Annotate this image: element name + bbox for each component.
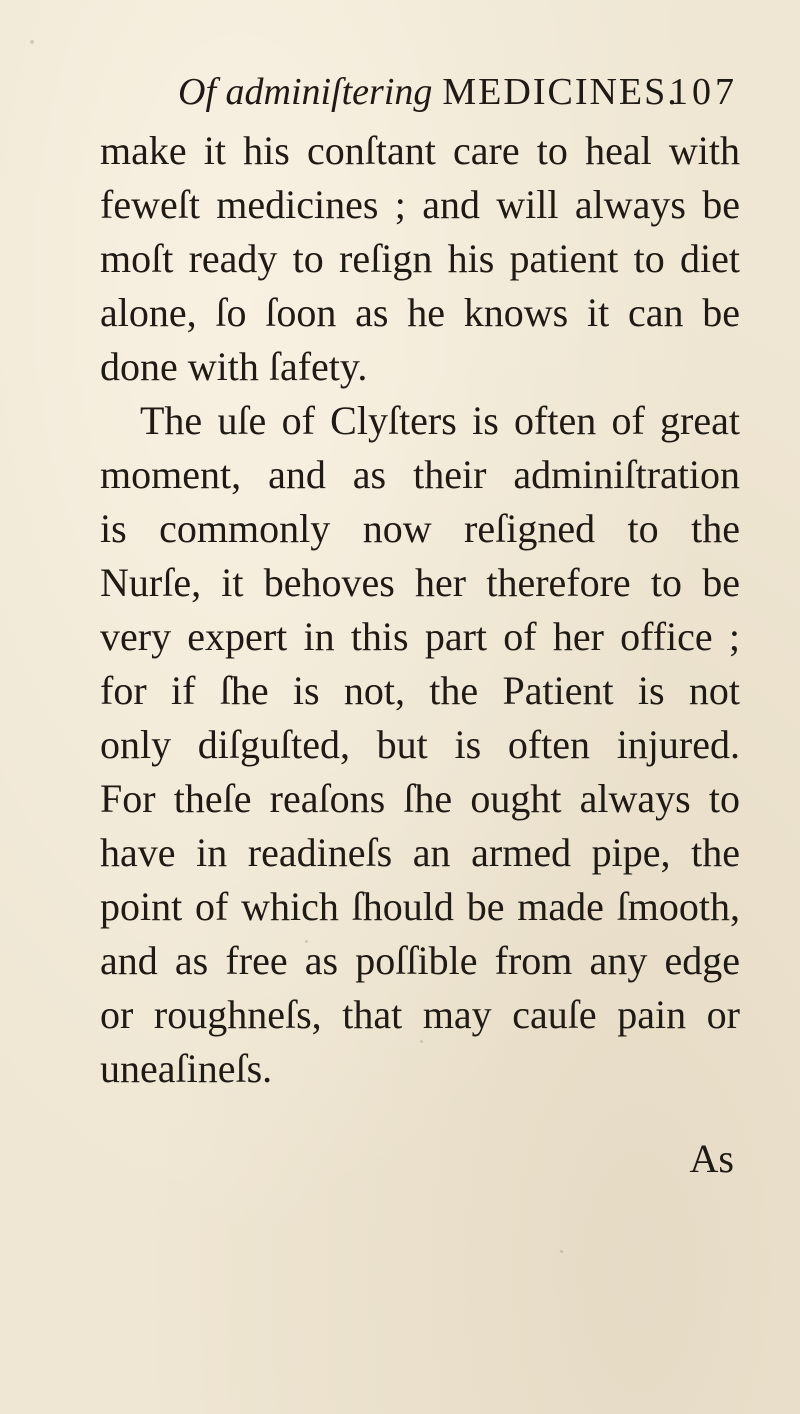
text-line: feweſt medicines ; and will always be (100, 182, 740, 227)
text-line: very expert in this part of her office ; (100, 614, 740, 659)
paper-speck (420, 1040, 423, 1043)
text-line: have in readineſs an armed pipe, the (100, 830, 740, 875)
paper-speck (560, 1250, 563, 1253)
catchword: As (689, 1136, 734, 1181)
paragraph-1 (100, 124, 740, 394)
text-line: For theſe reaſons ſhe ought always to (100, 776, 740, 821)
text-line: is commonly now reſigned to the (100, 506, 740, 551)
text-line: moment, and as their adminiſtration (100, 452, 740, 497)
text-line: alone, ſo ſoon as he knows it can be (100, 290, 740, 335)
text-line: make it his conſtant care to heal with (100, 128, 740, 173)
text-line: for if ſhe is not, the Patient is not (100, 668, 740, 713)
text-line: uneaſineſs. (100, 1046, 273, 1091)
running-header (178, 62, 738, 122)
text-line: and as free as poſſible from any edge (100, 938, 740, 983)
header-title-caps: MEDICINES. (442, 71, 679, 113)
text-line: The uſe of Clyſters is often of great (140, 398, 740, 443)
paper-speck (305, 940, 308, 943)
text-line: point of which ſhould be made ſmooth, (100, 884, 740, 929)
paragraph-2 (100, 394, 740, 1096)
text-line: moſt ready to reſign his patient to diet (100, 236, 740, 281)
text-line: done with ſafety. (100, 344, 368, 389)
paper-speck (30, 40, 34, 44)
text-line: only diſguſted, but is often injured. (100, 722, 740, 767)
header-title-italic: Of adminiſtering (178, 71, 433, 113)
text-line: or roughneſs, that may cauſe pain or (100, 992, 740, 1037)
text-line: Nurſe, it behoves her therefore to be (100, 560, 740, 605)
page-number: 107 (669, 71, 738, 113)
